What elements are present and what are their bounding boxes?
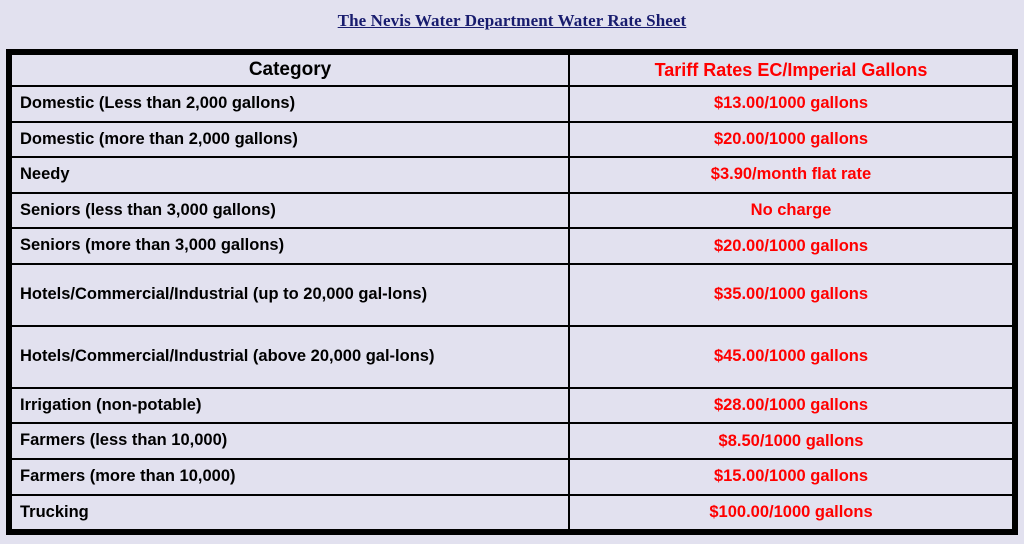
table-row <box>11 86 1013 122</box>
cell-rate: $28.00/1000 gallons <box>569 388 1013 424</box>
table-row <box>11 122 1013 158</box>
table-row <box>11 264 1013 326</box>
cell-category: Seniors (more than 3,000 gallons) <box>11 228 569 264</box>
cell-rate: $8.50/1000 gallons <box>569 423 1013 459</box>
table-row <box>11 193 1013 229</box>
cell-category: Needy <box>11 157 569 193</box>
cell-rate: $20.00/1000 gallons <box>569 122 1013 158</box>
cell-rate: $3.90/month flat rate <box>569 157 1013 193</box>
header-cell-category: Category <box>11 54 569 86</box>
page-title: The Nevis Water Department Water Rate Sheet <box>337 11 687 30</box>
table-row <box>11 459 1013 495</box>
table-row <box>11 326 1013 388</box>
cell-category: Domestic (Less than 2,000 gallons) <box>11 86 569 122</box>
water-rate-table <box>10 53 1014 531</box>
cell-rate: $20.00/1000 gallons <box>569 228 1013 264</box>
cell-category: Hotels/Commercial/Industrial (up to 20,000 gal-lons) <box>11 264 569 326</box>
table-row <box>11 388 1013 424</box>
cell-category: Trucking <box>11 495 569 531</box>
cell-category: Domestic (more than 2,000 gallons) <box>11 122 569 158</box>
table-row <box>11 157 1013 193</box>
cell-category: Farmers (more than 10,000) <box>11 459 569 495</box>
table-row <box>11 495 1013 531</box>
cell-rate: $100.00/1000 gallons <box>569 495 1013 531</box>
table-body <box>11 54 1013 530</box>
table-header-row <box>11 54 1013 86</box>
cell-rate: No charge <box>569 193 1013 229</box>
cell-category: Seniors (less than 3,000 gallons) <box>11 193 569 229</box>
cell-rate: $35.00/1000 gallons <box>569 264 1013 326</box>
table-row <box>11 423 1013 459</box>
cell-rate: $15.00/1000 gallons <box>569 459 1013 495</box>
cell-category: Hotels/Commercial/Industrial (above 20,000 gal-lons) <box>11 326 569 388</box>
cell-category: Irrigation (non-potable) <box>11 388 569 424</box>
table-row <box>11 228 1013 264</box>
rate-table-container <box>6 49 1018 535</box>
header-cell-rate: Tariff Rates EC/Imperial Gallons <box>569 54 1013 86</box>
cell-rate: $13.00/1000 gallons <box>569 86 1013 122</box>
cell-rate: $45.00/1000 gallons <box>569 326 1013 388</box>
cell-category: Farmers (less than 10,000) <box>11 423 569 459</box>
